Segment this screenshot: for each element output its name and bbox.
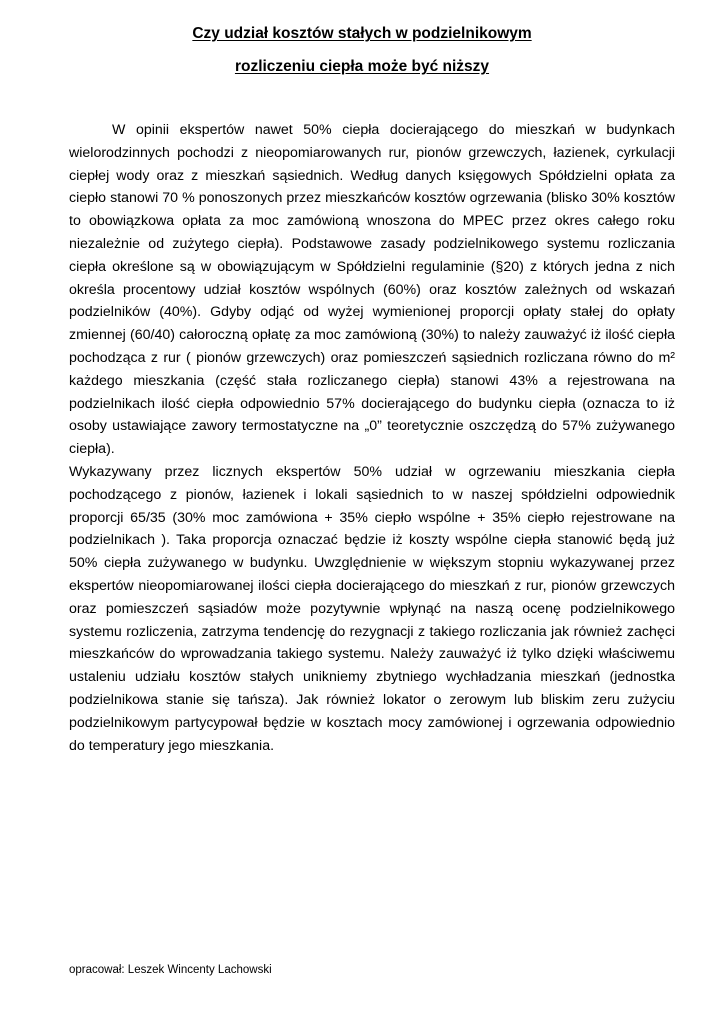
document-body — [69, 119, 675, 757]
paragraph-1: W opinii ekspertów nawet 50% ciepła docierającego do mieszkań w budynkach wielorodzinnych pochodzi z nieopomiarowanych rur, pionów grzewczych, łazienek, cyrkulacji ciepłej wody oraz z mieszkań sąsiednich. Według danych księgowych Spółdzielni opłata za ciepło stanowi 70 % ponoszonych przez mieszkańców kosztów ogrzewania (blisko 30% kosztów to obowiązkowa opłata za moc zamówioną wnoszona do MPEC przez okres całego roku niezależnie od zużytego ciepła). Podstawowe zasady podzielnikowego systemu rozliczania ciepła określone są w obowiązującym w Spółdzielni regulaminie (§20) z których jedna z nich określa procentowy udział kosztów wspólnych (60%) oraz kosztów zależnych od wskazań podzielników (40%). Gdyby odjąć od wyżej wymienionej proporcji opłaty stałej do opłaty zmiennej (60/40) całoroczną opłatę za moc zamówioną (30%) to należy zauważyć iż ilość ciepła pochodząca z rur ( pionów grzewczych) oraz pomieszczeń sąsiednich rozliczana równo do m² każdego mieszkania (część stała rozliczanego ciepła) stanowi 43% a rejestrowana na podzielnikach ilość ciepła odpowiednio 57% docierającego do budynku ciepła (oznacza to iż osoby ustawiające zawory termostatyczne na „0” teoretycznie oszczędzą do 57% zużywanego ciepła). — [69, 122, 675, 458]
document-title-line-2: rozliczeniu ciepła może być niższy — [234, 58, 490, 75]
paragraph-2: Wykazywany przez licznych ekspertów 50% udział w ogrzewaniu mieszkania ciepła pochodzącego z pionów, łazienek i lokali sąsiednich to w naszej spółdzielni odpowiednik proporcji 65/35 (30% moc zamówiona + 35% ciepło wspólne + 35% ciepło rejestrowane na podzielnikach ). Taka proporcja oznaczać będzie iż koszty wspólne ciepła stanowić będą już 50% ciepła zużywanego w budynku. Uwzględnienie w większym stopniu wykazywanej przez ekspertów nieopomiarowanej ilości ciepła docierającego do mieszkań z rur, pionów grzewczych oraz pomieszczeń sąsiadów może pozytywnie wpłynąć na naszą ocenę podzielnikowego systemu rozliczenia, zatrzyma tendencję do rezygnacji z takiego rozliczania jak również zachęci mieszkańców do wprowadzania takiego systemu. Należy zauważyć iż tylko dzięki właściwemu ustaleniu udziału kosztów stałych unikniemy zbytniego wychładzania mieszkań (jednostka podzielnikowa stanie się tańsza). Jak również lokator o zerowym lub bliskim zeru zużyciu podzielnikowym partycypował będzie w kosztach mocy zamówionej i ogrzewania odpowiednio do temperatury jego mieszkania. — [69, 463, 675, 754]
document-title-line-1: Czy udział kosztów stałych w podzielnikowym — [192, 25, 532, 42]
author-footer: opracował: Leszek Wincenty Lachowski — [69, 964, 272, 976]
